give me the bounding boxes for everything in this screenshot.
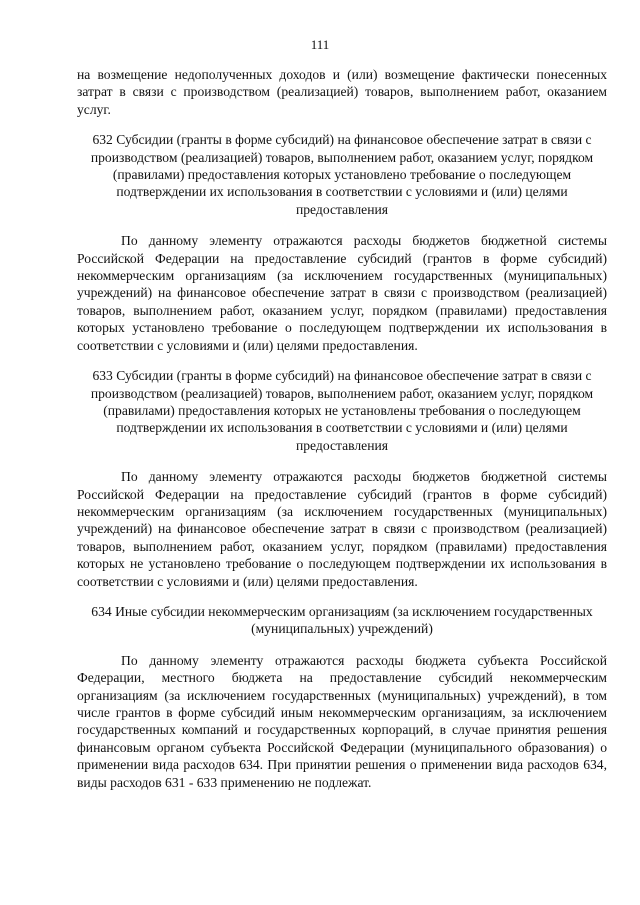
paragraph-633: По данному элементу отражаются расходы бюджетов бюджетной системы Российской Федерации на предоставление субсидий (грантов в форме субсидий) некоммерческим организациям (за исключением государственных (муниципальных) учреждений) на финансовое обеспечение затрат в связи с производством (реализацией) товаров, выполнением работ, оказанием услуг, порядком (правилами) предоставления которых не установлено требование о последующем подтверждении их использования в соответствии с условиями и (или) целями предоставления. — [77, 469, 607, 589]
page-number: 111 — [310, 37, 330, 52]
paragraph-634: По данному элементу отражаются расходы бюджета субъекта Российской Федерации, местного бюджета на предоставление субсидий некоммерческим организациям (за исключением государственных (муниципальных) учреждений), в том числе грантов в форме субсидий иным некоммерческим организациям, за исключением государственных компаний и государственных корпораций, в случае принятия решения финансовым органом субъекта Российской Федерации (муниципального образования) о применении вида расходов 634. При принятии решения о применении вида расходов 634, виды расходов 631 - 633 применению не подлежат. — [77, 652, 607, 790]
paragraph-continuation: на возмещение недополученных доходов и (или) возмещение фактически понесенных затрат в связи с производством (реализацией) товаров, выполнением работ, оказанием услуг. — [77, 67, 607, 117]
paragraph-632: По данному элементу отражаются расходы бюджетов бюджетной системы Российской Федерации на предоставление субсидий (грантов в форме субсидий) некоммерческим организациям (за исключением государственных (муниципальных) учреждений) на финансовое обеспечение затрат в связи с производством (реализацией) товаров, выполнением работ, оказанием услуг, порядком (правилами) предоставления которых установлено требование о последующем подтверждении их использования в соответствии с условиями и (или) целями предоставления. — [77, 233, 607, 353]
section-heading-633: 633 Субсидии (гранты в форме субсидий) на финансовое обеспечение затрат в связи с производством (реализацией) товаров, выполнением работ, оказанием услуг, порядком (правилами) предоставления которых не установлены требования о последующем подтверждении их использования в соответствии с условиями и (или) целями предоставления — [90, 368, 594, 453]
section-heading-634: 634 Иные субсидии некоммерческим организациям (за исключением государственных (муниципальных) учреждений) — [91, 603, 593, 637]
section-heading-632: 632 Субсидии (гранты в форме субсидий) на финансовое обеспечение затрат в связи с производством (реализацией) товаров, выполнением работ, оказанием услуг, порядком (правилами) предоставления которых установлено требование о последующем подтверждении их использования в соответствии с условиями и (или) целями предоставления — [90, 132, 594, 217]
page-body — [77, 66, 607, 791]
